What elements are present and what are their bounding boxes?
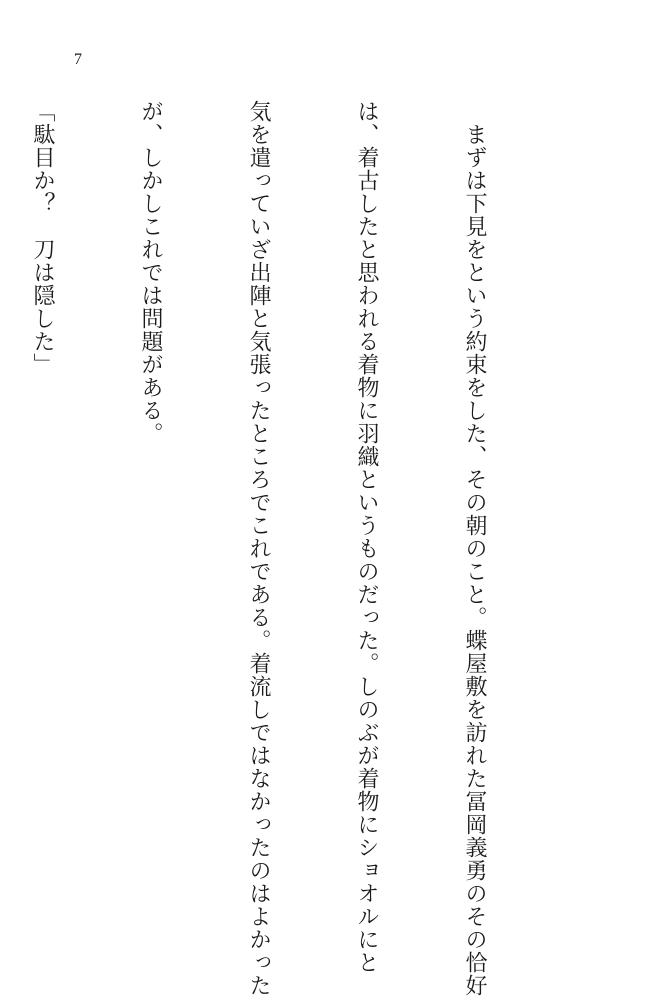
text-line: が、しかしこれでは問題がある。 bbox=[138, 100, 163, 445]
page-number: 7 bbox=[74, 51, 82, 68]
text-line: 気を遣っていざ出陣と気張ったところでこれである。着流しではなかったのはよかった bbox=[246, 100, 271, 997]
text-line: 「駄目か？ 刀は隠した」 bbox=[30, 100, 55, 376]
vertical-text-block bbox=[30, 100, 564, 997]
text-line: まずは下見をという約束をした、その朝のこと。蝶屋敷を訪れた冨岡義勇のその恰好 bbox=[462, 100, 487, 997]
text-line: は、着古したと思われる着物に羽織というものだった。しのぶが着物にショオルにと bbox=[354, 100, 379, 974]
